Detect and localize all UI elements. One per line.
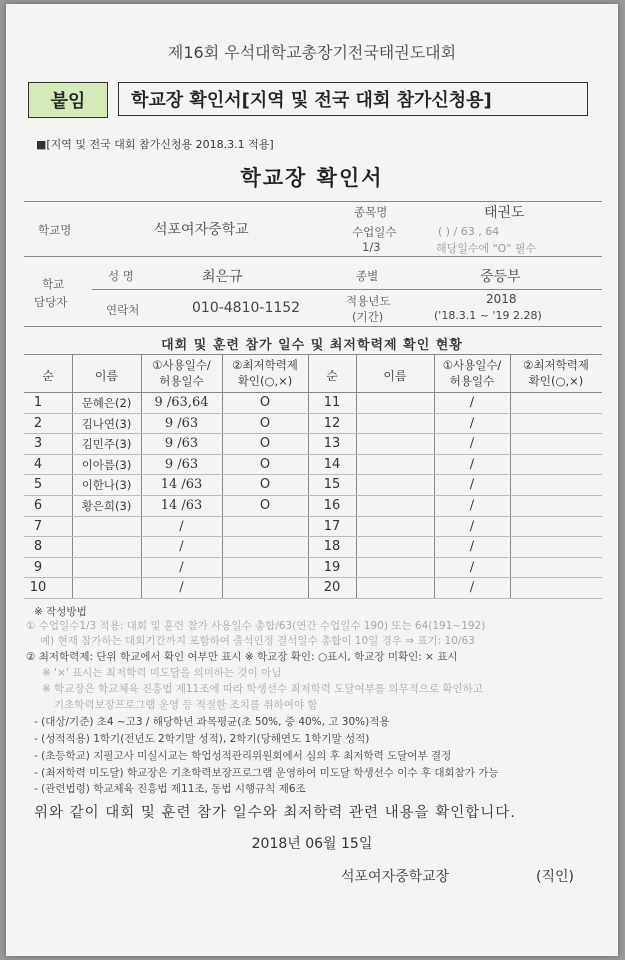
row-no: 15 [323,477,341,493]
student-name: 황은희(3) [81,499,132,513]
days-used: / [179,518,184,534]
row-no: 18 [323,539,341,555]
table-rule [24,536,602,537]
attachment-label: 붙임 [28,82,108,118]
note-1b: 예) 현재 참가하는 대회기간까지 포함하여 출석인정 결석일수 총합이 10일 경우 ⇒ 표기: 10/63 [40,635,475,647]
table-rule [24,495,602,496]
note-2d: 기초학력보장프로그램 운영 등 적절한 조치를 취하여야 함 [54,699,318,711]
days-used: 9 /63,64 [154,395,209,410]
header-no: 순 [326,369,338,383]
table-rule [24,474,602,475]
header-name: 이름 [383,369,407,383]
table-rule [24,392,602,393]
teacher-label: 학교 [42,277,65,291]
year-label: 적용년도 [346,294,391,308]
row-no: 3 [33,436,43,452]
divider [24,326,602,327]
school-label: 학교명 [38,223,72,237]
note-4: - (성적적용) 1학기(전년도 2학기말 성적), 2학기(당해연도 1학기말 성적) [34,733,370,745]
row-no: 8 [33,539,43,555]
row-no: 17 [323,518,341,534]
table-rule [24,577,602,578]
sub-note: ■[지역 및 전국 대회 참가신청용 2018.3.1 적용] [36,138,274,151]
days-used: / [469,477,475,493]
row-no: 9 [33,559,43,575]
document-title: 학교장 확인서 [240,166,384,190]
table-rule [24,516,602,517]
table-rule [222,354,223,598]
header-grade: ②최저학력제 [523,358,589,372]
header-days: ①사용일수/ [442,358,502,372]
table-rule [24,354,602,355]
header-grade-2: 확인(○,×) [237,374,293,388]
days-used: 9 /63 [164,415,199,431]
note-2a: ② 최저학력제: 단위 학교에서 확인 여부만 표시 ※ 학교장 확인: ○표시, 학교장 미확인: × 표시 [26,651,458,663]
grade-check: O [259,415,271,431]
note-7: - (관련법령) 학교체육 진흥법 제11조, 동법 시행규칙 제6조 [34,783,306,795]
header-days: ①사용일수/ [152,358,211,372]
division-value: 중등부 [480,269,521,285]
days-used: / [469,436,475,452]
header-days-2: 허용일수 [159,374,204,388]
days-used: / [179,580,184,596]
attend-label: 수업일수 [352,225,397,239]
table-rule [510,354,511,598]
row-no: 5 [33,477,43,493]
note-2b: ※ '×' 표시는 최저학력 미도달을 의미하는 것이 아님 [42,667,282,679]
attend-value: ( ) / 63 , 64 [438,225,500,238]
contact-value: 010-4810-1152 [192,300,301,316]
event-title: 제16회 우석대학교총장기전국태권도대회 [167,43,457,62]
row-no: 7 [33,518,43,534]
issue-date: 2018년 06월 15일 [251,836,373,852]
table-rule [24,433,602,434]
days-used: 14 /63 [160,498,203,513]
contact-label: 연락처 [106,303,140,317]
year-value: 2018 [486,292,517,306]
attend-label-fraction: 1/3 [362,240,381,254]
row-no: 1 [33,395,43,410]
student-name: 이한나(3) [81,478,132,493]
days-used: 9 /63 [164,456,199,472]
days-used: / [469,559,475,575]
days-used: / [469,456,475,472]
days-used: / [179,539,184,555]
days-used: / [469,395,475,410]
note-6: - (최저학력 미도달) 학교장은 기초학력보장프로그램 운영하여 미도달 학생선수 이수 후 대회참가 가능 [34,767,499,779]
attend-note: 해당일수에 "O" 필수 [436,242,537,255]
days-used: / [469,498,475,513]
table-rule [24,557,602,558]
grade-check: O [259,477,271,493]
row-no: 4 [33,456,43,472]
days-used: / [469,415,475,431]
attachment-title: 학교장 확인서[지역 및 전국 대회 참가신청용] [118,82,588,116]
row-no: 16 [323,498,341,513]
seal-mark: (직인) [536,869,574,885]
school-name: 석포여자중학교 [154,222,249,238]
teacher-label-2: 담당자 [34,295,68,309]
grade-check: O [259,498,271,513]
status-table-title: 대회 및 훈련 참가 일수 및 최저학력제 확인 현황 [161,338,463,353]
year-period: ('18.3.1 ~ '19 2.28) [434,309,542,322]
student-name: 김민주(3) [81,437,132,452]
notes-heading: ※ 작성방법 [34,606,87,618]
note-2c: ※ 학교장은 학교체육 진흥법 제11조에 따라 학생선수 최저학력 도달여부를 의무적으로 확인하고 [42,683,483,695]
name-label: 성 명 [108,269,134,283]
row-no: 11 [323,395,341,410]
table-rule [72,354,73,598]
closing-statement: 위와 같이 대회 및 훈련 참가 일수와 최저학력 관련 내용을 확인합니다. [34,805,516,821]
table-rule [24,598,602,599]
divider [24,256,602,257]
year-label-2: (기간) [352,310,384,324]
row-no: 20 [323,580,341,596]
row-no: 14 [323,456,341,472]
days-used: / [469,580,475,596]
principal-name: 석포여자중학교장 [341,869,450,885]
header-days-2: 허용일수 [449,374,495,388]
header-no: 순 [42,369,54,383]
division-label: 종별 [356,269,379,283]
note-5: - (초등학교) 지필고사 미실시교는 학업성적관리위원회에서 심의 후 최저학력 도달여부 결정 [34,750,452,762]
event-value: 태권도 [484,205,525,221]
table-rule [356,354,357,598]
document-page [6,4,618,956]
days-used: 9 /63 [164,436,199,452]
divider [92,289,602,290]
table-rule [24,413,602,414]
event-label: 종목명 [354,205,388,219]
grade-check: O [259,456,271,472]
row-no: 10 [29,580,47,596]
row-no: 19 [323,559,341,575]
header-grade-2: 확인(○,×) [528,374,584,388]
row-no: 12 [323,415,341,431]
note-3: - (대상/기준) 초4 ~고3 / 해당학년 과목평균(초 50%, 중 40%, 고 30%)적용 [34,716,390,728]
row-no: 6 [33,498,43,513]
days-used: 14 /63 [160,477,203,493]
student-name: 김나연(3) [81,416,132,431]
table-rule [24,454,602,455]
days-used: / [469,518,475,534]
note-1a: ① 수업일수1/3 적용: 대회 및 훈련 참가 사용일수 총합/63(연간 수업일수 190) 또는 64(191~192) [26,620,486,632]
row-no: 2 [33,415,43,431]
header-name: 이름 [94,369,119,383]
grade-check: O [259,436,271,452]
row-no: 13 [323,436,341,452]
grade-check: O [259,395,271,410]
student-name: 문혜은(2) [81,396,132,410]
days-used: / [469,539,475,555]
days-used: / [179,559,184,575]
teacher-name: 최은규 [202,269,243,285]
header-grade: ②최저학력제 [232,358,298,372]
student-name: 이아름(3) [81,457,132,472]
